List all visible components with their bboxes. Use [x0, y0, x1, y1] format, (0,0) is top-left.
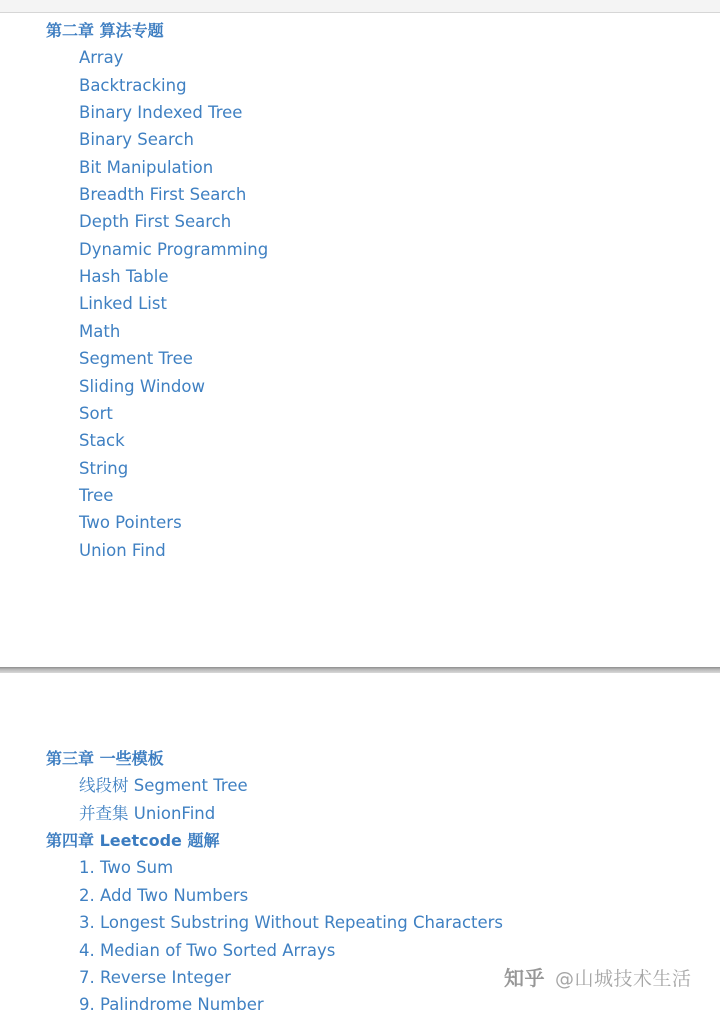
toc-item-tree[interactable]: Tree [79, 485, 114, 505]
toc-item-stack[interactable]: Stack [79, 431, 125, 451]
toc-item-depth-first-search[interactable]: Depth First Search [79, 212, 232, 232]
toc-item-segment-tree-template[interactable]: 线段树 Segment Tree [79, 776, 248, 796]
toc-chapter-2[interactable]: 第二章 算法专题 [46, 21, 164, 40]
toc-item-unionfind-template[interactable]: 并查集 UnionFind [79, 803, 216, 823]
toc-item-hash-table[interactable]: Hash Table [79, 267, 169, 287]
watermark-handle: @山城技术生活 [555, 968, 692, 990]
toc-item-sliding-window[interactable]: Sliding Window [79, 376, 205, 396]
toc-item-breadth-first-search[interactable]: Breadth First Search [79, 185, 247, 205]
toc-item-array[interactable]: Array [79, 48, 124, 68]
toc-item-backtracking[interactable]: Backtracking [79, 75, 187, 95]
toc-section-page-2 [46, 745, 503, 1019]
toc-item-reverse-integer[interactable]: 7. Reverse Integer [79, 967, 231, 987]
toc-item-longest-substring[interactable]: 3. Longest Substring Without Repeating Characters [79, 913, 504, 933]
toc-item-dynamic-programming[interactable]: Dynamic Programming [79, 239, 269, 259]
toc-item-binary-indexed-tree[interactable]: Binary Indexed Tree [79, 103, 243, 123]
toc-item-math[interactable]: Math [79, 321, 121, 341]
toc-item-add-two-numbers[interactable]: 2. Add Two Numbers [79, 885, 249, 905]
toc-item-two-sum[interactable]: 1. Two Sum [79, 858, 174, 878]
toc-item-palindrome-number[interactable]: 9. Palindrome Number [79, 995, 264, 1015]
toc-item-segment-tree[interactable]: Segment Tree [79, 349, 193, 369]
toc-item-linked-list[interactable]: Linked List [79, 294, 167, 314]
toc-item-string[interactable]: String [79, 458, 129, 478]
toc-chapter-4[interactable]: 第四章 Leetcode 题解 [46, 831, 220, 851]
toc-chapter-3[interactable]: 第三章 一些模板 [46, 749, 164, 768]
toc-item-sort[interactable]: Sort [79, 403, 113, 423]
toc-item-union-find[interactable]: Union Find [79, 540, 166, 560]
toc-item-two-pointers[interactable]: Two Pointers [79, 513, 182, 533]
zhihu-watermark [504, 962, 692, 991]
toc-item-bit-manipulation[interactable]: Bit Manipulation [79, 157, 214, 177]
toc-item-binary-search[interactable]: Binary Search [79, 130, 194, 150]
zhihu-logo: 知乎 [504, 966, 545, 990]
toc-section-page-1 [46, 17, 268, 564]
toc-item-median-sorted-arrays[interactable]: 4. Median of Two Sorted Arrays [79, 940, 336, 960]
top-toolbar-strip [0, 0, 720, 13]
